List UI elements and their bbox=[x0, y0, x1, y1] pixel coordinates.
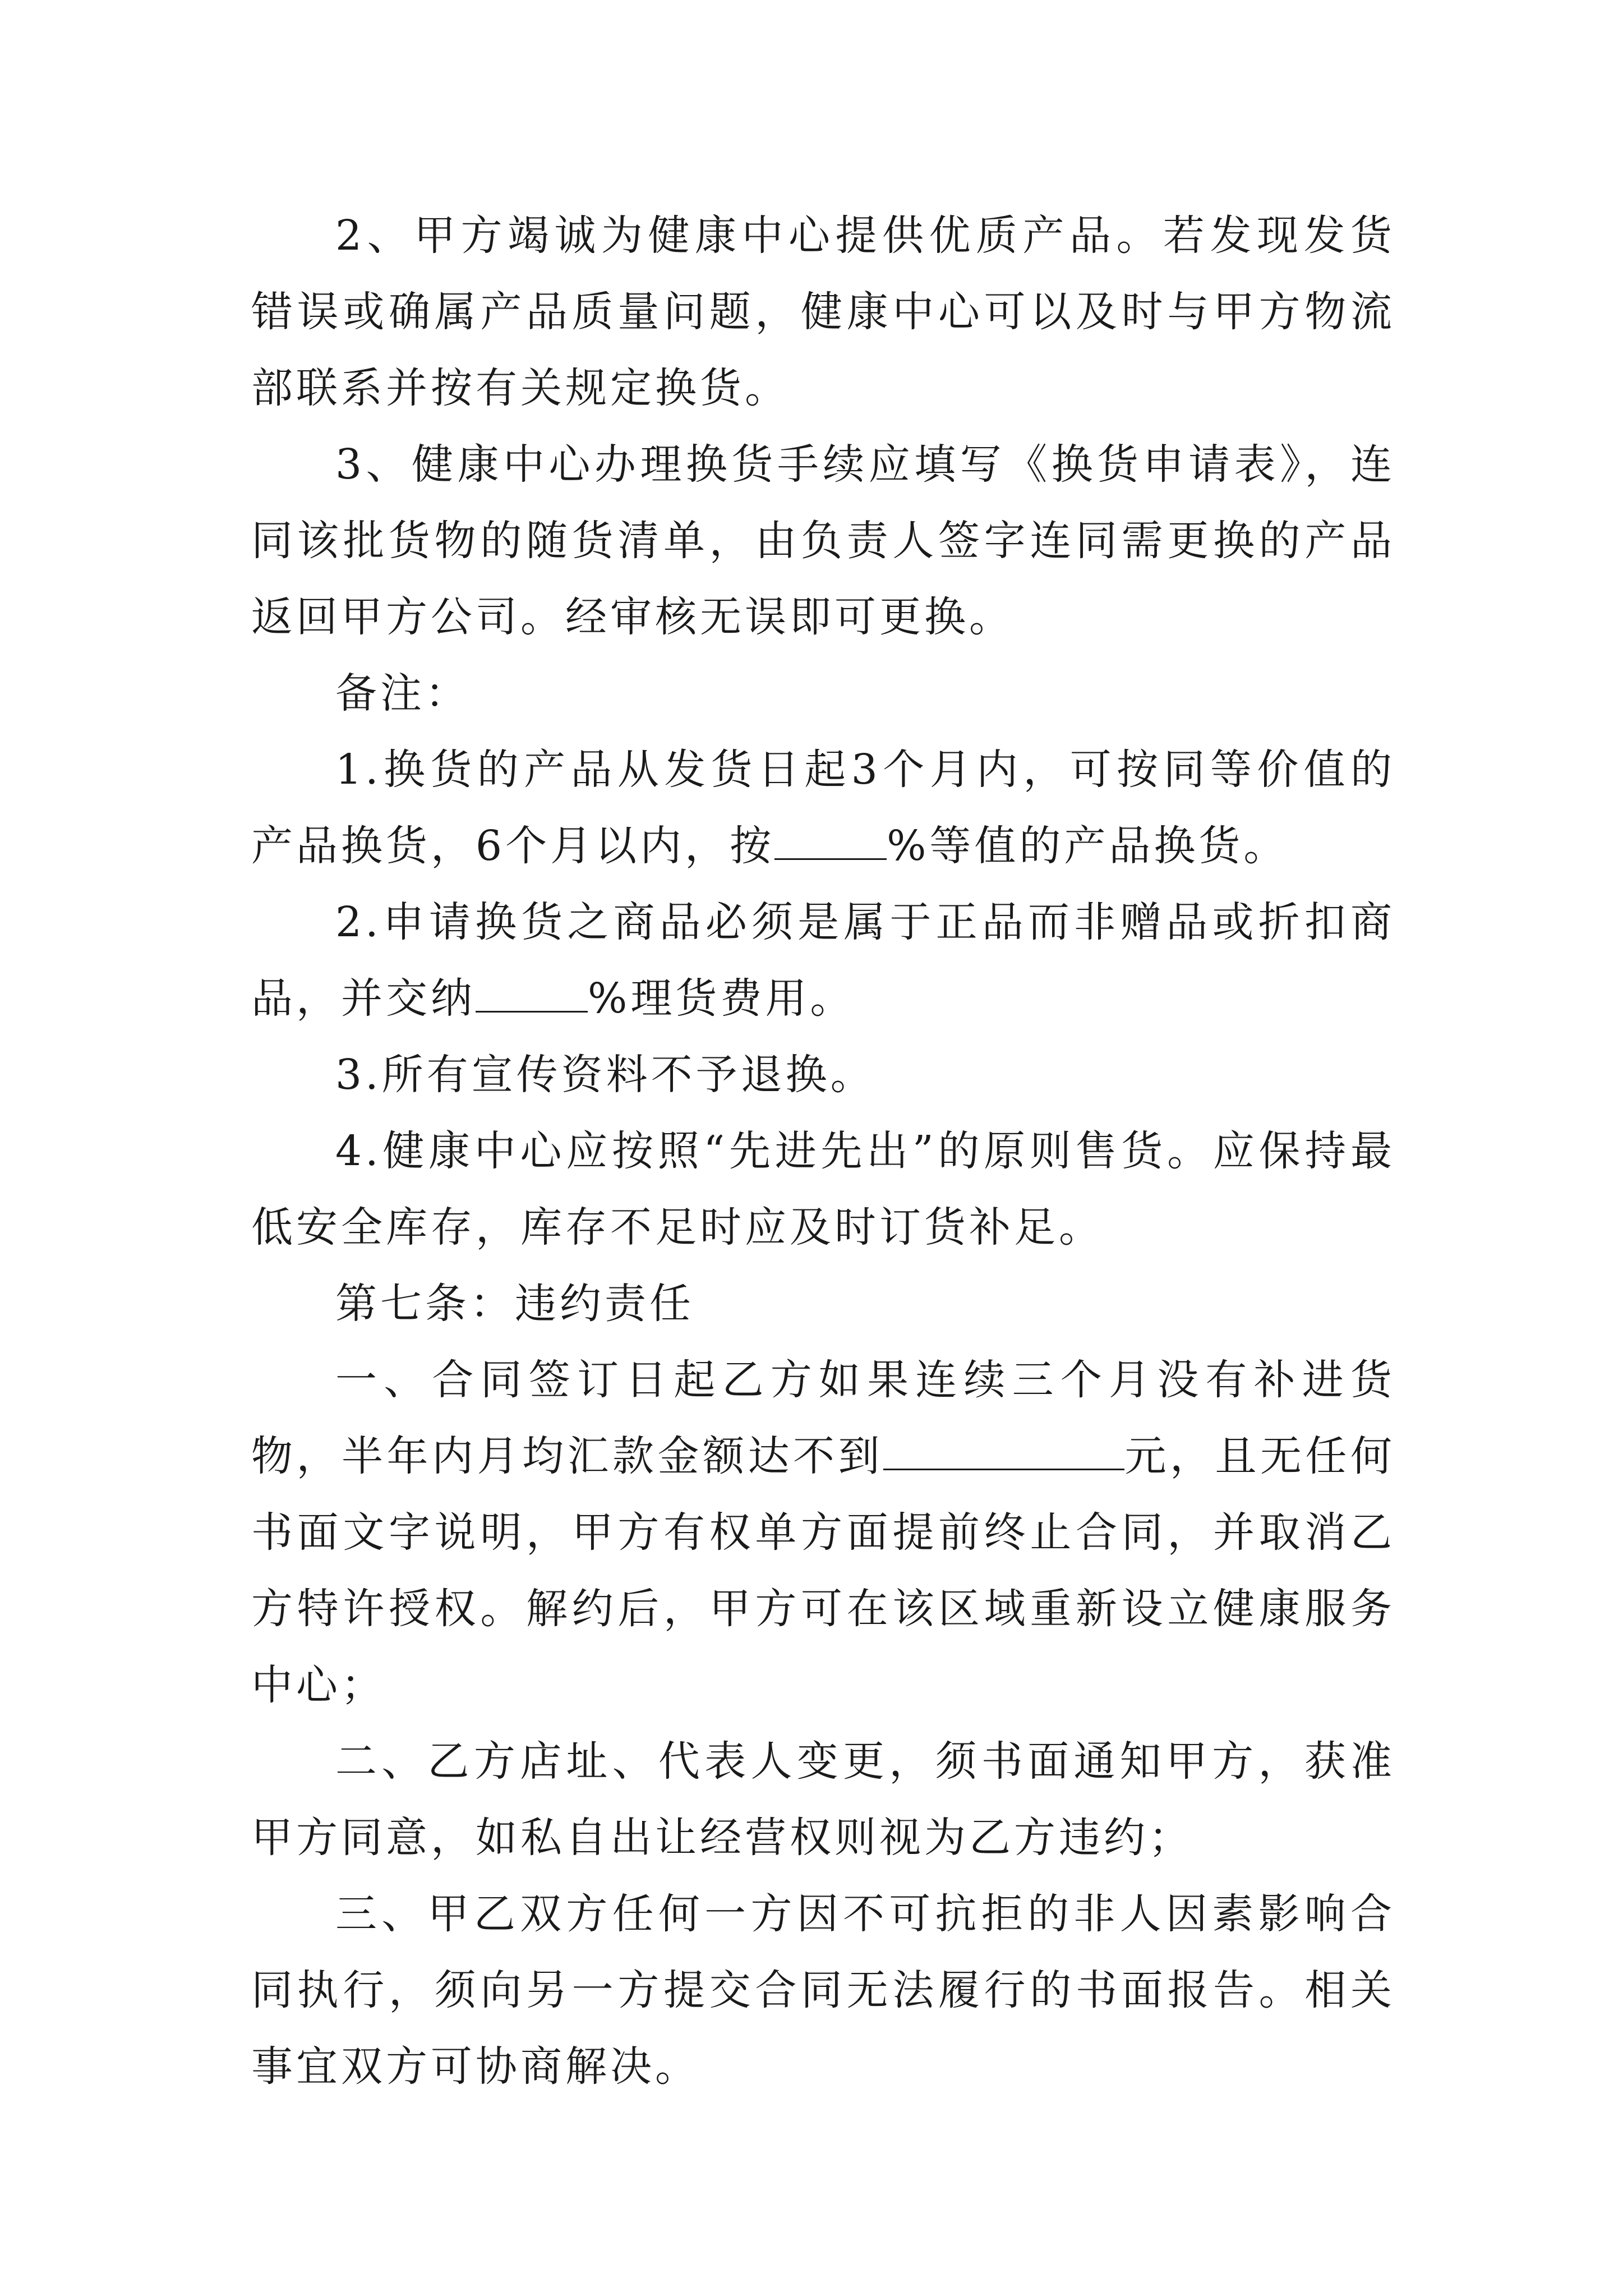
remark-4 bbox=[251, 1113, 1395, 1266]
remark-text: 1.换货的产品从发货日起3个月内，可按同等价值的产品换货，6个月以内，按 bbox=[251, 746, 1395, 870]
liability-text: 三、甲乙双方任何一方因不可抗拒的非人因素影响合同执行，须向另一方提交合同无法履行的书面报告。相关事宜双方可协商解决。 bbox=[251, 1890, 1395, 2091]
liability-text: 一、合同签订日起乙方如果连续三个月没有补进货物，半年内月均汇款金额达不到 bbox=[251, 1356, 1395, 1480]
fill-in-blank-percent[interactable] bbox=[774, 813, 887, 860]
article-7-heading bbox=[251, 1266, 1395, 1342]
remark-2 bbox=[251, 884, 1395, 1037]
fill-in-blank-amount[interactable] bbox=[883, 1424, 1124, 1470]
clause-2-exchange bbox=[251, 197, 1395, 426]
clause-text: 3、健康中心办理换货手续应填写《换货申请表》，连同该批货物的随货清单，由负责人签字连同需更换的产品返回甲方公司。经审核无误即可更换。 bbox=[251, 440, 1395, 641]
clause-text: 2、甲方竭诚为健康中心提供优质产品。若发现发货错误或确属产品质量问题，健康中心可以及时与甲方物流部联系并按有关规定换货。 bbox=[251, 211, 1395, 412]
article-heading-text: 第七条：违约责任 bbox=[335, 1280, 694, 1328]
liability-item-3 bbox=[251, 1876, 1395, 2105]
remark-text: 2.申请换货之商品必须是属于正品而非赠品或折扣商品，并交纳 bbox=[251, 898, 1395, 1023]
clause-3-exchange-procedure bbox=[251, 426, 1395, 655]
remark-text-tail: %理货费用。 bbox=[588, 974, 855, 1023]
document-body bbox=[251, 197, 1395, 2105]
liability-item-2 bbox=[251, 1723, 1395, 1876]
remarks-heading-text: 备注： bbox=[335, 669, 470, 717]
remark-text: 3.所有宣传资料不予退换。 bbox=[335, 1051, 875, 1099]
remark-1 bbox=[251, 731, 1395, 884]
remark-3 bbox=[251, 1037, 1395, 1113]
remarks-heading bbox=[251, 655, 1395, 731]
liability-item-1 bbox=[251, 1342, 1395, 1723]
liability-text: 二、乙方店址、代表人变更，须书面通知甲方，获准甲方同意，如私自出让经营权则视为乙方违约； bbox=[251, 1737, 1395, 1862]
remark-text: 4.健康中心应按照“先进先出”的原则售货。应保持最低安全库存，库存不足时应及时订货补足。 bbox=[251, 1127, 1395, 1251]
liability-text-tail: 元，且无任何书面文字说明，甲方有权单方面提前终止合同，并取消乙方特许授权。解约后，甲方可在该区域重新设立健康服务中心； bbox=[251, 1432, 1395, 1709]
remark-text-tail: %等值的产品换货。 bbox=[887, 822, 1289, 870]
fill-in-blank-fee-percent[interactable] bbox=[476, 966, 588, 1013]
